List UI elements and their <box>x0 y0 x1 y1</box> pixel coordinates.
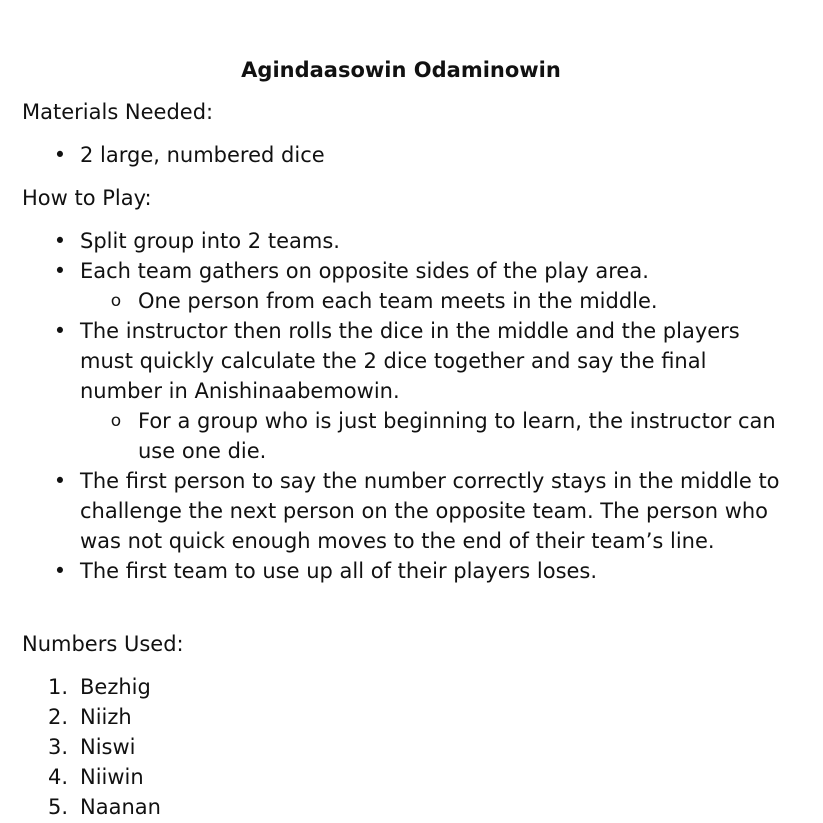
list-item-text: Split group into 2 teams. <box>80 229 340 253</box>
numbered-item-text: Niizh <box>80 705 132 729</box>
sub-list-item-text: One person from each team meets in the middle. <box>138 289 658 313</box>
numbered-item-text: Niiwin <box>80 765 144 789</box>
number-marker: 3. <box>48 735 69 759</box>
numbers-list <box>0 672 780 822</box>
numbers-heading: Numbers Used: <box>22 632 184 656</box>
numbered-item-text: Naanan <box>80 795 161 819</box>
list-item-text: 2 large, numbered dice <box>80 143 325 167</box>
number-marker: 4. <box>48 765 69 789</box>
number-marker: 1. <box>48 675 69 699</box>
numbered-item-text: Bezhig <box>80 675 151 699</box>
list-item <box>0 140 780 170</box>
sub-bullet-icon: o <box>110 291 122 311</box>
sub-list-item-text: For a group who is just beginning to learn, the instructor can use one die. <box>138 409 776 463</box>
list-item <box>0 256 780 286</box>
numbered-item <box>0 732 780 762</box>
sub-list-item <box>0 406 780 466</box>
how-to-play-heading: How to Play: <box>22 186 152 210</box>
list-item-text: The first person to say the number correctly stays in the middle to challenge the next person on the opposite team. The person who was not quick enough moves to the end of their team’s line. <box>80 469 780 553</box>
list-item <box>0 316 780 406</box>
number-marker: 5. <box>48 795 69 819</box>
list-item <box>0 556 780 586</box>
materials-list <box>0 140 780 170</box>
materials-heading: Materials Needed: <box>22 100 214 124</box>
bullet-icon: • <box>53 143 67 167</box>
list-item <box>0 226 780 256</box>
bullet-icon: • <box>53 559 67 583</box>
sub-list-item <box>0 286 780 316</box>
bullet-icon: • <box>53 469 67 493</box>
bullet-icon: • <box>53 229 67 253</box>
list-item-text: The instructor then rolls the dice in the middle and the players must quickly calculate the 2 dice together and say the final number in Anishinaabemowin. <box>80 319 740 403</box>
list-item <box>0 466 780 556</box>
number-marker: 2. <box>48 705 69 729</box>
sub-bullet-icon: o <box>110 411 122 431</box>
bullet-icon: • <box>53 319 67 343</box>
numbered-item <box>0 792 780 822</box>
numbered-item <box>0 672 780 702</box>
numbered-item-text: Niswi <box>80 735 136 759</box>
numbered-item <box>0 762 780 792</box>
how-to-play-list <box>0 226 780 586</box>
document-title: Agindaasowin Odaminowin <box>241 58 561 82</box>
bullet-icon: • <box>53 259 67 283</box>
list-item-text: The first team to use up all of their players loses. <box>80 559 598 583</box>
numbered-item <box>0 702 780 732</box>
list-item-text: Each team gathers on opposite sides of the play area. <box>80 259 649 283</box>
